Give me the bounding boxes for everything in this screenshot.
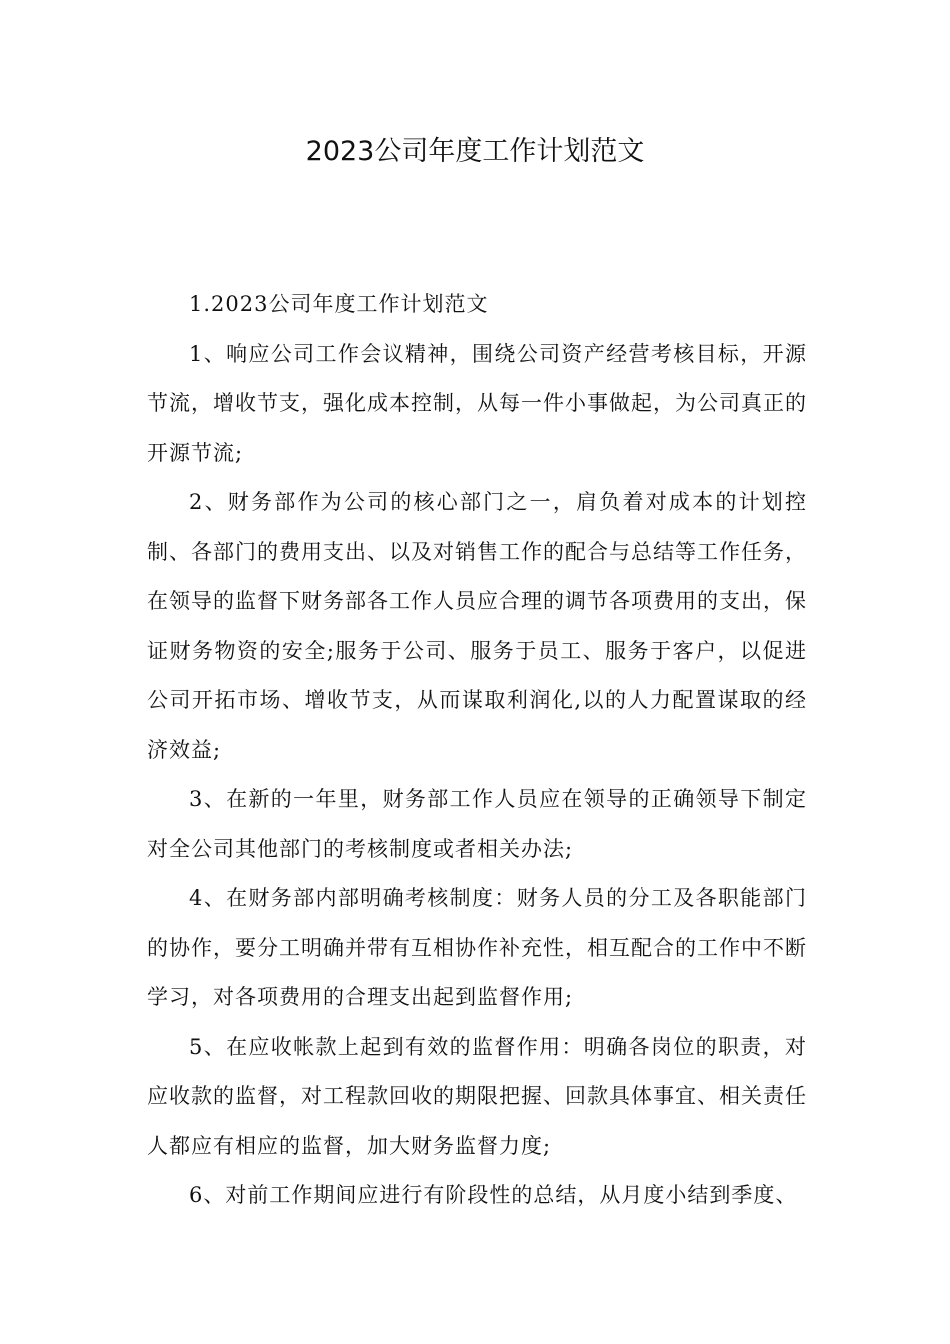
paragraph-6: 6、对前工作期间应进行有阶段性的总结，从月度小结到季度、 bbox=[189, 1183, 798, 1207]
paragraph-heading: 1.2023公司年度工作计划范文 bbox=[189, 292, 489, 316]
paragraph-5: 5、在应收帐款上起到有效的监督作用：明确各岗位的职责，对应收款的监督，对工程款回收的期限把握、回款具体事宜、相关责任人都应有相应的监督，加大财务监督力度; bbox=[147, 1034, 807, 1158]
paragraph-4: 4、在财务部内部明确考核制度：财务人员的分工及各职能部门的协作，要分工明确并带有互相协作补充性，相互配合的工作中不断学习，对各项费用的合理支出起到监督作用; bbox=[147, 886, 807, 1009]
paragraph-3: 3、在新的一年里，财务部工作人员应在领导的正确领导下制定对全公司其他部门的考核制度或者相关办法; bbox=[147, 787, 807, 861]
paragraph-1: 1、响应公司工作会议精神，围绕公司资产经营考核目标，开源节流，增收节支，强化成本控制，从每一件小事做起，为公司真正的开源节流; bbox=[147, 341, 807, 465]
paragraph-2: 2、财务部作为公司的核心部门之一，肩负着对成本的计划控制、各部门的费用支出、以及对销售工作的配合与总结等工作任务，在领导的监督下财务部各工作人员应合理的调节各项费用的支出，保证财务物资的安全;服务于公司、服务于员工、服务于客户，以促进公司开拓市场、增收节支，从而谋取利润化,以的人力配置谋取的经济效益; bbox=[147, 490, 807, 762]
document-body bbox=[147, 280, 807, 1221]
document-title: 2023公司年度工作计划范文 bbox=[305, 136, 645, 167]
